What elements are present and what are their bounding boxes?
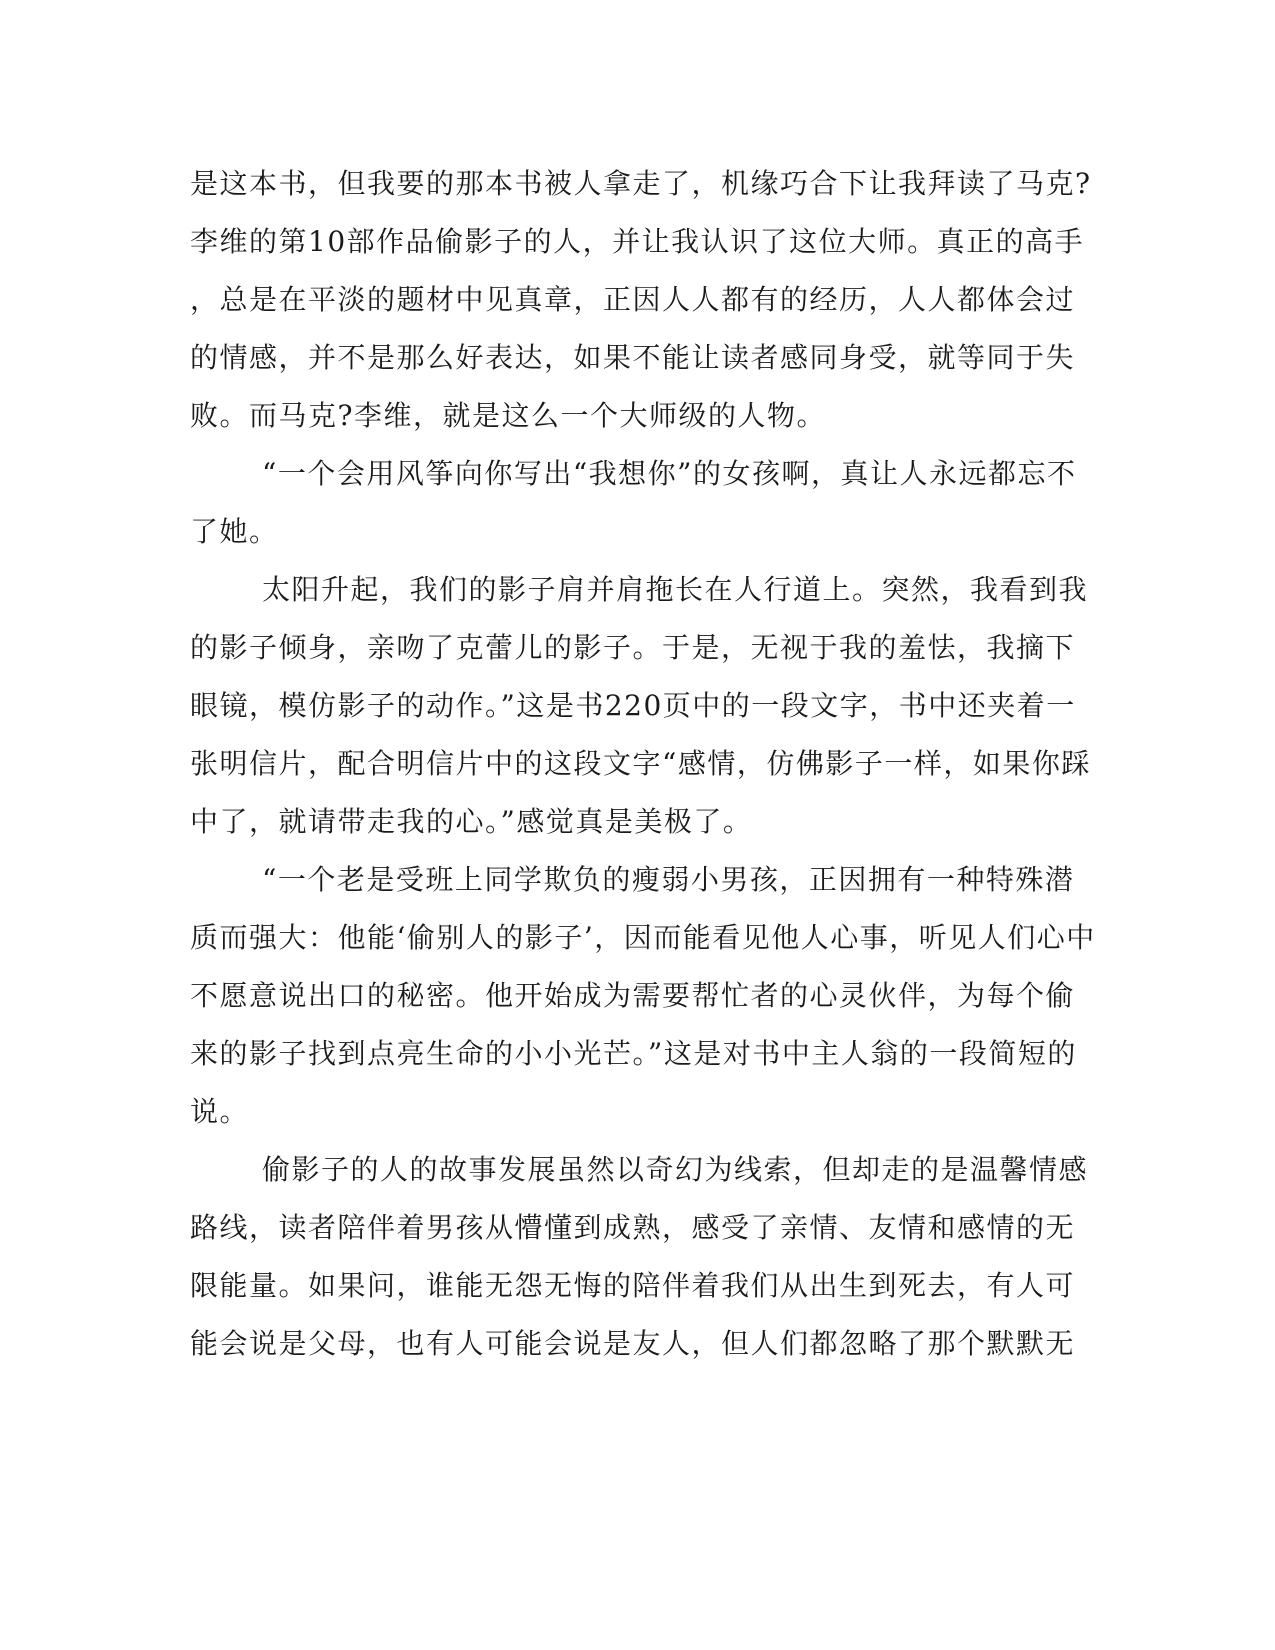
- text-line: 太阳升起，我们的影子肩并肩拖长在人行道上。突然，我看到我: [262, 573, 1089, 606]
- text-line: “一个老是受班上同学欺负的瘦弱小男孩，正因拥有一种特殊潜: [262, 863, 1075, 896]
- text-line: 偷影子的人的故事发展虽然以奇幻为线索，但却走的是温馨情感: [262, 1153, 1089, 1186]
- text-line: 的情感，并不是那么好表达，如果不能让读者感同身受，就等同于失: [190, 341, 1076, 374]
- body-text: [190, 155, 1096, 1373]
- text-line: 眼镜，模仿影子的动作。”这是书220页中的一段文字，书中还夹着一: [190, 689, 1076, 722]
- text-line: 能会说是父母，也有人可能会说是友人，但人们都忽略了那个默默无: [190, 1327, 1076, 1360]
- text-line: 了她。: [190, 515, 279, 548]
- text-line: 李维的第10部作品偷影子的人，并让我认识了这位大师。真正的高手: [190, 225, 1085, 258]
- text-line: 来的影子找到点亮生命的小小光芒。”这是对书中主人翁的一段简短的: [190, 1037, 1077, 1070]
- text-line: 的影子倾身，亲吻了克蕾儿的影子。于是，无视于我的羞怯，我摘下: [190, 631, 1076, 664]
- text-line: ，总是在平淡的题材中见真章，正因人人都有的经历，人人都体会过: [190, 283, 1076, 316]
- text-line: 限能量。如果问，谁能无怨无悔的陪伴着我们从出生到死去，有人可: [190, 1269, 1076, 1302]
- text-line: 败。而马克?李维，就是这么一个大师级的人物。: [190, 399, 827, 432]
- text-line: 路线，读者陪伴着男孩从懵懂到成熟，感受了亲情、友情和感情的无: [190, 1211, 1076, 1244]
- text-line: 质而强大：他能‘偷别人的影子’，因而能看见他人心事，听见人们心中: [190, 921, 1096, 954]
- text-line: 不愿意说出口的秘密。他开始成为需要帮忙者的心灵伙伴，为每个偷: [190, 979, 1076, 1012]
- text-line: 张明信片，配合明信片中的这段文字“感情，仿佛影子一样，如果你踩: [190, 747, 1091, 780]
- text-line: 是这本书，但我要的那本书被人拿走了，机缘巧合下让我拜读了马克?: [190, 167, 1092, 200]
- text-line: 中了，就请带走我的心。”感觉真是美极了。: [190, 805, 753, 838]
- text-line: “一个会用风筝向你写出“我想你”的女孩啊，真让人永远都忘不: [262, 457, 1077, 490]
- text-line: 说。: [190, 1095, 250, 1128]
